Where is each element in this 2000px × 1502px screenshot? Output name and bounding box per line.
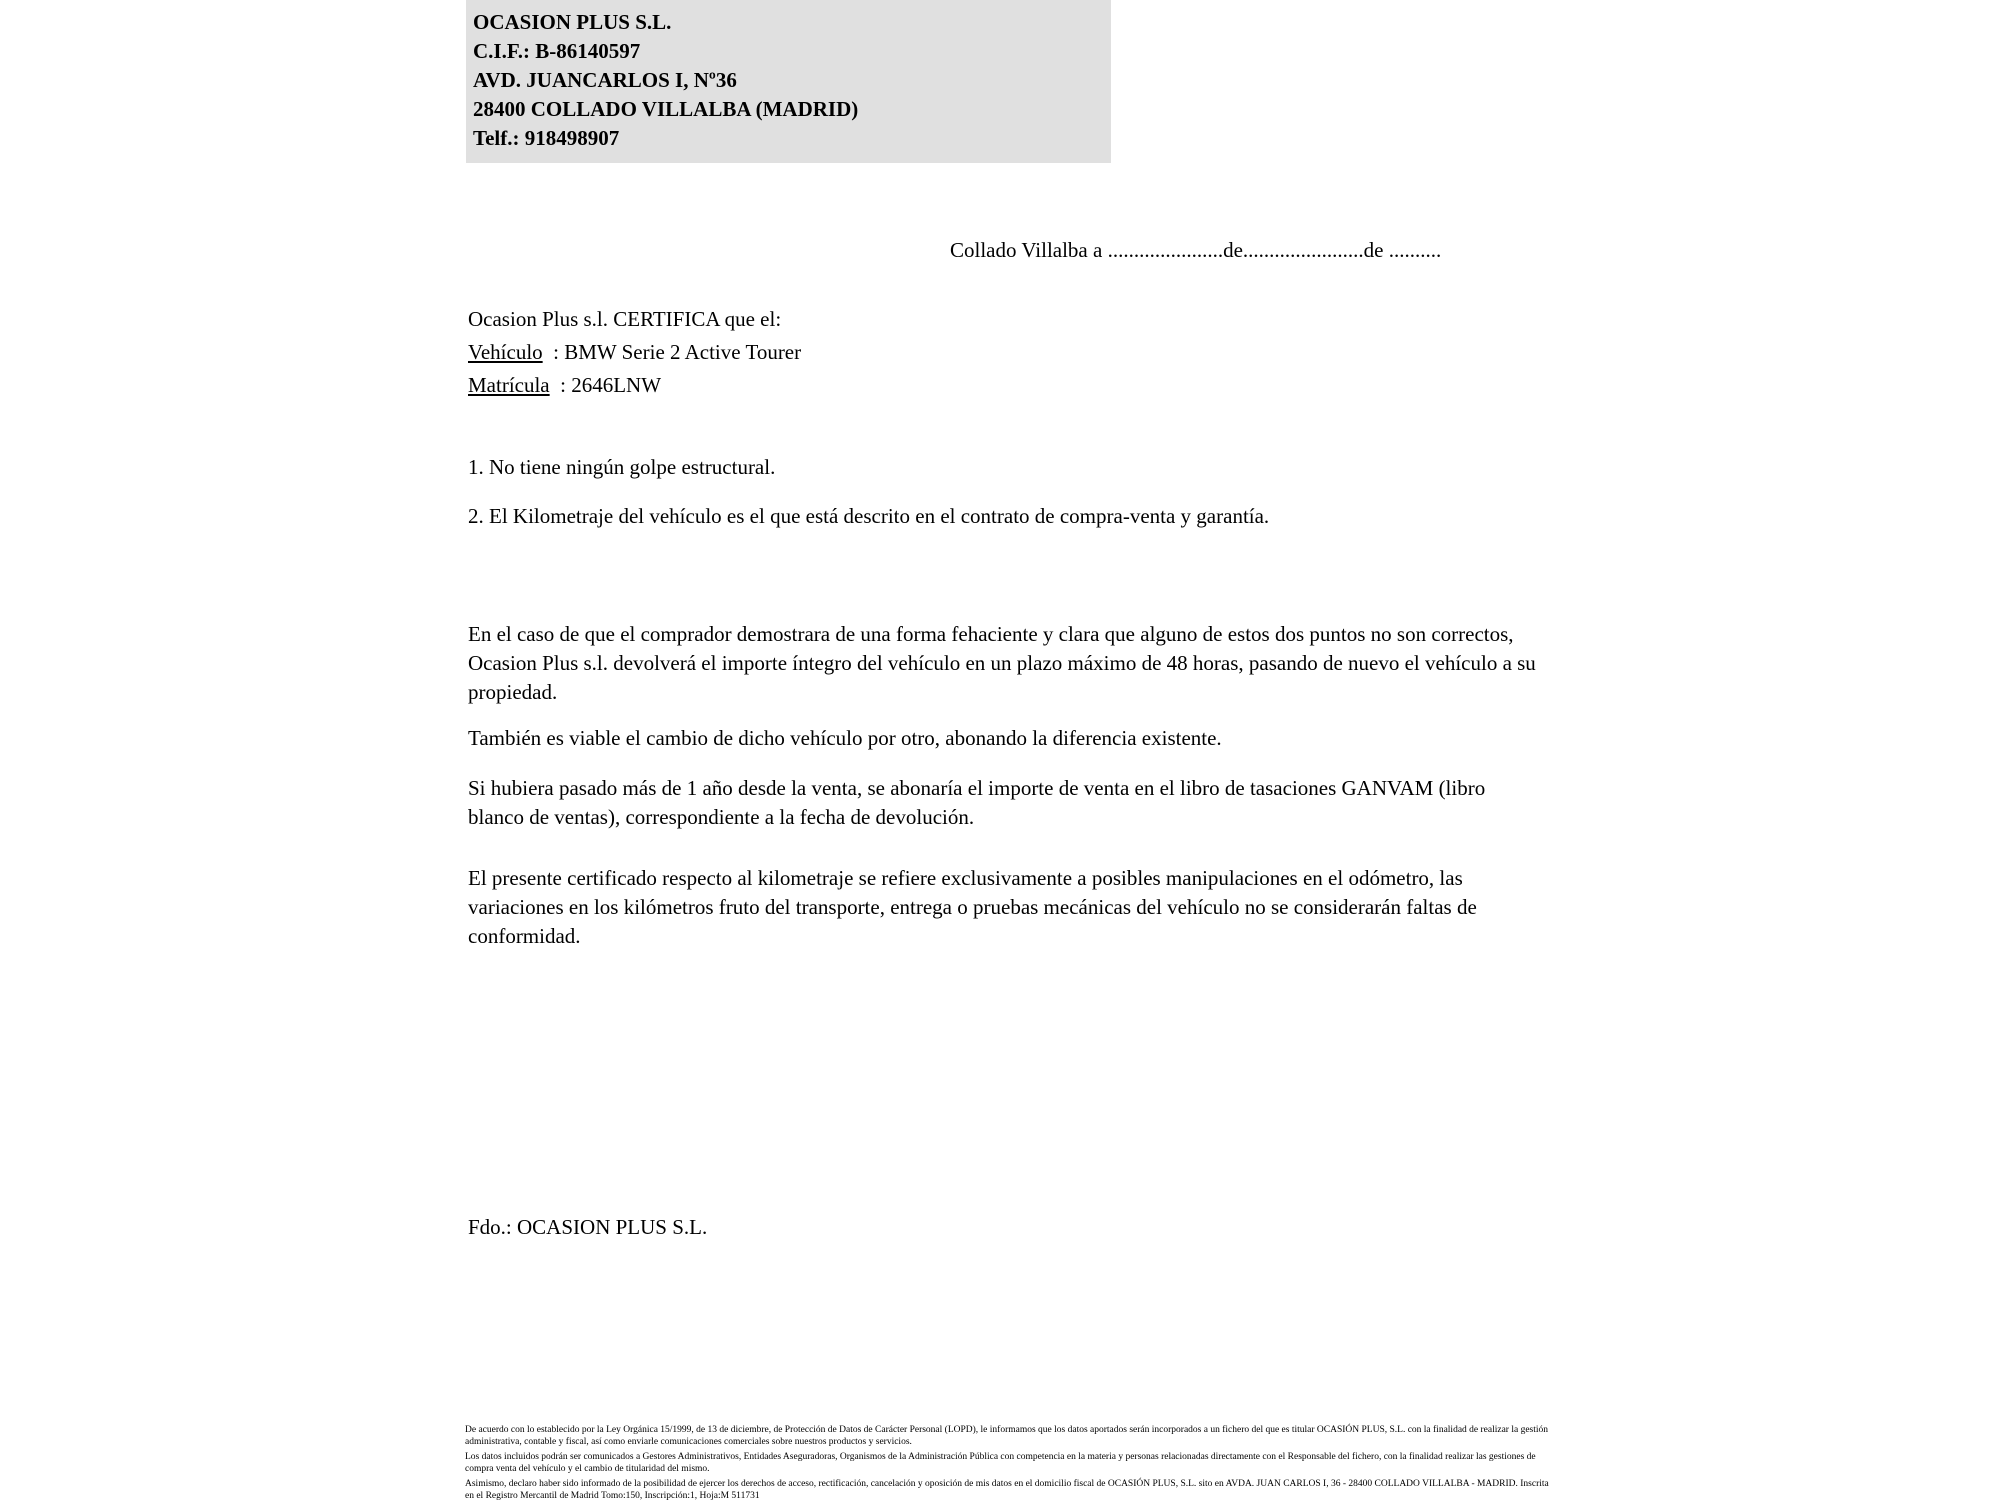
point-item: 2. El Kilometraje del vehículo es el que está descrito en el contrato de compra-venta y garantía. [468,504,1270,528]
place-date-line: Collado Villalba a ......................de.......................de .......... [950,238,1442,262]
paragraph-odometer-scope: El presente certificado respecto al kilometraje se refiere exclusivamente a posibles manipulaciones en el odómetro, las variaciones en los kilómetros fruto del transporte, entrega o pruebas mecánicas del vehículo no se considerarán faltas de conformidad. [468,866,1477,948]
paragraph-refund-terms: En el caso de que el comprador demostrara de una forma fehaciente y clara que alguno de estos dos puntos no son correctos, Ocasion Plus s.l. devolverá el importe íntegro del vehículo en un plazo máximo de 48 horas, pasando de nuevo el vehículo a su propiedad. [468,622,1536,704]
paragraph-exchange-option: También es viable el cambio de dicho vehículo por otro, abonando la diferencia existente. [468,726,1222,750]
legal-paragraph: De acuerdo con lo establecido por la Ley Orgánica 15/1999, de 13 de diciembre, de Protección de Datos de Carácter Personal (LOPD), le informamos que los datos aportados serán incorporados a un fichero del que es titular OCASIÓN PLUS, S.L. con la finalidad de realizar la gestión administrativa, contable y fiscal, así como enviarle comunicaciones comerciales sobre nuestros productos y servicios. [465,1425,1549,1447]
point-item: 1. No tiene ningún golpe estructural. [468,455,776,479]
legal-paragraph: Los datos incluidos podrán ser comunicados a Gestores Administrativos, Entidades Aseguradoras, Organismos de la Administración Pública con competencia en la materia y personas relacionadas directamente con el Responsable del fichero, con la finalidad realizar las gestiones de compra venta del vehículo y el cambio de titularidad del mismo. [465,1452,1536,1474]
plate-row [468,369,801,402]
plate-separator: : [549,373,572,397]
plate-value: 2646LNW [571,373,662,397]
letterhead-phone: Telf.: 918498907 [473,126,620,150]
certification-block [468,303,801,402]
letterhead-cif: C.I.F.: B-86140597 [473,39,641,63]
letterhead-address: AVD. JUANCARLOS I, Nº36 [473,68,737,92]
certify-intro: Ocasion Plus s.l. CERTIFICA que el: [468,307,782,331]
paragraph-ganvam-valuation: Si hubiera pasado más de 1 año desde la venta, se abonaría el importe de venta en el libro de tasaciones GANVAM (libro blanco de ventas), correspondiente a la fecha de devolución. [468,776,1486,829]
letterhead-city: 28400 COLLADO VILLALBA (MADRID) [473,97,859,121]
vehicle-row [468,336,801,369]
vehicle-label: Vehículo [468,340,543,364]
letterhead-block [466,0,1111,163]
letterhead-company-name: OCASION PLUS S.L. [473,10,672,34]
vehicle-value: BMW Serie 2 Active Tourer [564,340,802,364]
signature-line: Fdo.: OCASION PLUS S.L. [468,1215,708,1239]
vehicle-separator: : [542,340,565,364]
legal-paragraph: Asimismo, declaro haber sido informado de la posibilidad de ejercer los derechos de acceso, rectificación, cancelación y oposición de mis datos en el domicilio fiscal de OCASIÓN PLUS, S.L. sito en AVDA. JUAN CARLOS I, 36 - 28400 COLLADO VILLALBA - MADRID. Inscrita en el Registro Mercantil de Madrid Tomo:150, Inscripción:1, Hoja:M 511731 [465,1479,1549,1501]
legal-footer [465,1425,1555,1502]
plate-label: Matrícula [468,373,550,397]
